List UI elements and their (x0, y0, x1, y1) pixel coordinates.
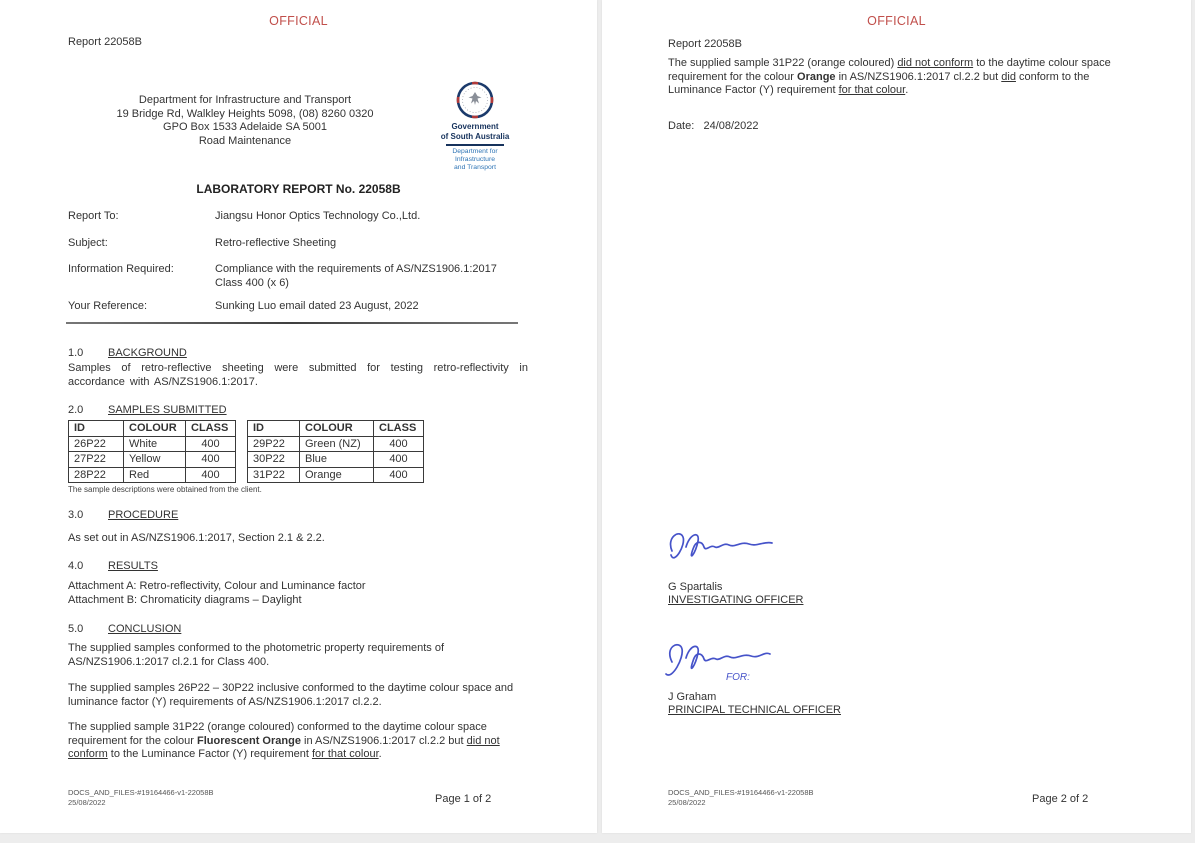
table-row: 31P22 Orange 400 (248, 467, 424, 483)
attachment-b-line: Attachment B: Chromaticity diagrams – Daylight (68, 593, 302, 606)
header-divider-rule (66, 322, 518, 324)
col-header-class: CLASS (374, 421, 424, 437)
table-row: 30P22 Blue 400 (248, 452, 424, 468)
official-classification-banner: OFFICIAL (867, 14, 926, 28)
logo-department-text: Department for Infrastructure and Transport (452, 148, 498, 171)
table-row: 27P22 Yellow 400 (69, 452, 236, 468)
attachment-a-line: Attachment A: Retro-reflectivity, Colour and Luminance factor (68, 580, 366, 592)
page-number: Page 2 of 2 (1032, 793, 1089, 805)
conclusion-paragraph-3: The supplied sample 31P22 (orange coloured) conformed to the daytime colour space requirement for the colour Fluorescent Orange in AS/NZS1906.1:2017 cl.2.2 but did not conform to the Luminance Factor (Y) requirement for that colour. (68, 721, 500, 760)
signatory-1-title: INVESTIGATING OFFICER (668, 594, 804, 606)
section-4-heading: 4.0 RESULTS (68, 560, 158, 572)
department-address-block (70, 94, 420, 148)
samples-table-1 (68, 420, 236, 483)
report-page-1 (0, 0, 597, 833)
page-number: Page 1 of 2 (435, 793, 492, 805)
table-header-row (248, 421, 424, 437)
subject-label: Subject: (68, 237, 108, 249)
section-1-heading: 1.0 BACKGROUND (68, 347, 187, 359)
section-2-heading: 2.0 SAMPLES SUBMITTED (68, 404, 227, 416)
page-footer-docid: DOCS_AND_FILES-#19164466-v1-22058B 25/08/2022 (68, 788, 214, 807)
signature-g-spartalis (662, 523, 782, 573)
col-header-colour: COLOUR (124, 421, 186, 437)
date-value: 24/08/2022 (703, 120, 759, 132)
official-classification-banner: OFFICIAL (269, 14, 328, 28)
information-required-value: Compliance with the requirements of AS/NZS1906.1:2017 Class 400 (x 6) (215, 263, 497, 289)
conclusion-paragraph-2: The supplied samples 26P22 – 30P22 inclusive conformed to the daytime colour space and luminance factor (Y) requirements of AS/NZS1906.1:2017 cl.2.2. (68, 682, 514, 708)
report-reference: Report 22058B (668, 38, 742, 50)
section-1-body: Samples of retro-reflective sheeting were submitted for testing retro-reflectivity in accordance with AS/NZS1906.1:2017. (68, 362, 528, 388)
continuation-paragraph: The supplied sample 31P22 (orange coloured) did not conform to the daytime colour space requirement for the colour Orange in AS/NZS1906.1:2017 cl.2.2 but did conform to the Luminance Factor (Y) requirement for that colour. (668, 57, 1111, 96)
table-footnote: The sample descriptions were obtained from the client. (68, 485, 262, 494)
signatory-2-title: PRINCIPAL TECHNICAL OFFICER (668, 704, 841, 716)
conclusion-paragraph-1: The supplied samples conformed to the photometric property requirements of AS/NZS1906.1:2017 cl.2.1 for Class 400. (68, 642, 445, 668)
signatory-2-name: J Graham (668, 691, 717, 703)
report-to-label: Report To: (68, 210, 119, 222)
table-row: 28P22 Red 400 (69, 467, 236, 483)
samples-table-2 (247, 420, 424, 483)
table-row: 29P22 Green (NZ) 400 (248, 436, 424, 452)
col-header-class: CLASS (186, 421, 236, 437)
sa-crest-icon (455, 80, 495, 120)
report-to-value: Jiangsu Honor Optics Technology Co.,Ltd. (215, 210, 421, 222)
your-reference-value: Sunking Luo email dated 23 August, 2022 (215, 300, 419, 312)
date-row (668, 120, 759, 132)
table-header-row (69, 421, 236, 437)
section-5-heading: 5.0 CONCLUSION (68, 623, 182, 635)
signature-j-graham (658, 636, 793, 698)
col-header-id: ID (69, 421, 124, 437)
report-reference: Report 22058B (68, 36, 142, 48)
address-line: Department for Infrastructure and Transport (138, 94, 352, 106)
col-header-id: ID (248, 421, 300, 437)
signature-for-annotation: FOR: (726, 672, 750, 683)
information-required-label: Information Required: (68, 263, 174, 275)
section-4-body (68, 580, 528, 607)
signatory-1-name: G Spartalis (668, 581, 723, 593)
date-label: Date: (668, 120, 695, 132)
subject-value: Retro-reflective Sheeting (215, 237, 337, 249)
col-header-colour: COLOUR (300, 421, 374, 437)
logo-government-text: Government of South Australia (440, 122, 510, 141)
section-3-body: As set out in AS/NZS1906.1:2017, Section 2.1 & 2.2. (68, 532, 325, 544)
table-row: 26P22 White 400 (69, 436, 236, 452)
page-footer-docid: DOCS_AND_FILES-#19164466-v1-22058B 25/08/2022 (668, 788, 814, 807)
your-reference-label: Your Reference: (68, 300, 148, 312)
logo-divider (446, 144, 504, 146)
address-line: 19 Bridge Rd, Walkley Heights 5098, (08) 8260 0320 (116, 107, 374, 120)
laboratory-report-title: LABORATORY REPORT No. 22058B (196, 182, 401, 196)
address-line: Road Maintenance (198, 134, 292, 147)
government-sa-logo (432, 80, 518, 172)
report-page-2 (602, 0, 1191, 833)
address-line: GPO Box 1533 Adelaide SA 5001 (163, 121, 327, 133)
section-3-heading: 3.0 PROCEDURE (68, 509, 179, 521)
